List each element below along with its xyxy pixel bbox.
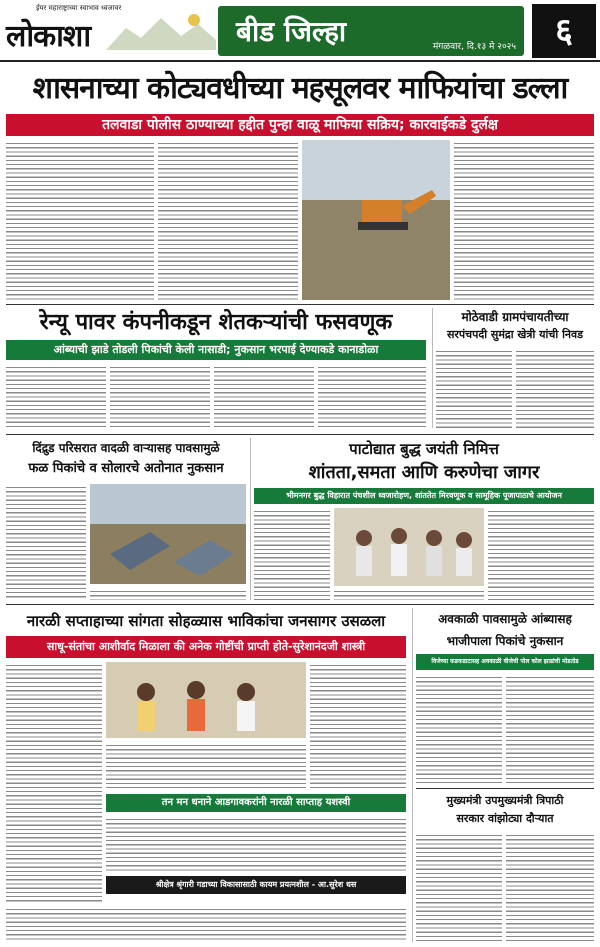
story7-text-col1 bbox=[416, 674, 502, 784]
story4-text-col1 bbox=[6, 484, 86, 600]
story3-text-col1 bbox=[436, 348, 512, 430]
story4-photo bbox=[90, 484, 246, 584]
story3-headline-line2: सरपंचपदी सुमंद्रा खेत्री यांची निवड bbox=[446, 328, 584, 341]
story6-photo bbox=[106, 662, 306, 738]
story1-text-col2 bbox=[158, 140, 298, 300]
column-divider bbox=[432, 308, 433, 428]
page-number: ६ bbox=[532, 4, 596, 58]
story2-headline: रेन्यू पावर कंपनीकडून शेतकऱ्यांची फसवणूक bbox=[39, 310, 393, 335]
story8-text-col2 bbox=[506, 832, 594, 942]
story6-text-col4 bbox=[106, 816, 406, 872]
story6-footer: श्रीक्षेत्र श्रृंगारी गडाच्या विकासासाठी कायम प्रयत्नशील - आ.सुरेश धस bbox=[155, 880, 357, 889]
divider bbox=[6, 304, 594, 305]
story7-subhead: विजेच्या कडकडाटासह अवकाळी वीजेची पोल कोल झाडांची मोडतोड bbox=[416, 654, 594, 670]
story5-text-col3 bbox=[488, 508, 594, 600]
story4-headline-line1: दिंद्रुड परिसरात वादळी वाऱ्यासह पावसामुळे bbox=[32, 441, 220, 455]
divider bbox=[6, 604, 594, 605]
newspaper-logo: लोकाशा bbox=[6, 19, 91, 54]
story2-subhead: आंब्याची झाडे तोडली पिकांची केली नासाडी; नुकसान भरपाई देण्याकडे कानाडोळा bbox=[6, 340, 426, 360]
story6-quote: तन मन धनाने आडगावकरांनी नारळी साप्ताह यशस्वी bbox=[161, 797, 351, 808]
logo-block bbox=[6, 4, 156, 56]
divider bbox=[6, 434, 594, 435]
story5-subhead: भीमनगर बुद्ध विहारात पंचशील ध्वजारोहण, शांततेत मिरवणूक व सामूहिक पूजापाठाचे आयोजन bbox=[254, 488, 594, 504]
story6-subhead: साधू-संतांचा आशीर्वाद मिळाला की अनेक गोष्टींची प्राप्ती होते-सुरेशानंदजी शास्त्री bbox=[6, 636, 406, 658]
story2-text-col1 bbox=[6, 364, 106, 430]
issue-date: मंगळवार, दि.१३ मे २०२५ bbox=[432, 42, 516, 52]
story4-caption bbox=[90, 588, 246, 600]
story8-headline-line2: सरकार वांझोट्या दौर्‍यात bbox=[456, 812, 554, 825]
column-divider bbox=[250, 438, 251, 600]
story7-headline-line2: भाजीपाला पिकांचे नुकसान bbox=[446, 634, 564, 648]
story6-text-col1 bbox=[6, 662, 102, 902]
story1-text-col4 bbox=[454, 140, 594, 300]
story6-text-bottom bbox=[6, 906, 406, 942]
group-photo-icon bbox=[334, 508, 484, 586]
story2-text-col4 bbox=[318, 364, 426, 430]
story7-text-col2 bbox=[506, 674, 594, 784]
story1-photo bbox=[302, 140, 450, 300]
landscape-art-icon bbox=[106, 10, 216, 50]
story5-text-col1 bbox=[254, 508, 330, 600]
story6-text-col2 bbox=[106, 742, 306, 790]
story6-quote-bar bbox=[106, 794, 406, 812]
story6-headline: नारळी सप्ताहाच्या सांगता सोहळ्यास भाविकांचा जनसागर उसळला bbox=[26, 612, 386, 630]
ceremony-photo-icon bbox=[106, 662, 306, 738]
logo-tagline: ईयर महाराष्ट्राच्या स्वाभाव ध्वजावर bbox=[36, 4, 122, 12]
story2-text-col2 bbox=[110, 364, 210, 430]
story1-subhead: तलवाडा पोलीस ठाण्याच्या हद्दीत पुन्हा वाळू माफिया सक्रिय; कारवाईकडे दुर्लक्ष bbox=[6, 114, 594, 136]
section-title: बीड जिल्हा bbox=[236, 15, 347, 48]
excavator-photo-icon bbox=[302, 140, 450, 300]
column-divider bbox=[412, 608, 413, 942]
story5-photo bbox=[334, 508, 484, 586]
story2-text-col3 bbox=[214, 364, 314, 430]
story1-text-col1 bbox=[6, 140, 154, 300]
divider bbox=[416, 788, 594, 789]
story8-text-col1 bbox=[416, 832, 502, 942]
story7-headline-line1: अवकाळी पावसामुळे आंब्यासह bbox=[438, 612, 572, 626]
story5-caption bbox=[334, 588, 484, 600]
story6-text-col3 bbox=[310, 662, 406, 790]
masthead bbox=[0, 0, 600, 62]
story8-headline-line1: मुख्यमंत्री उपमुख्यमंत्री त्रिपाठी bbox=[446, 794, 564, 807]
story6-footer-bar bbox=[106, 876, 406, 894]
story3-headline-line1: मोठेवाडी ग्रामपंचायतीच्या bbox=[461, 310, 569, 324]
damaged-solar-panels-icon bbox=[90, 484, 246, 584]
story4-headline-line2: फळ पिकांचे व सोलारचे अतोनात नुकसान bbox=[28, 461, 224, 476]
section-banner bbox=[218, 6, 524, 56]
story3-text-col2 bbox=[516, 348, 594, 430]
story5-headline-line1: पाटोद्यात बुद्ध जयंती निमित्त bbox=[349, 440, 499, 458]
story5-headline-line2: शांतता,समता आणि करुणेचा जागर bbox=[308, 462, 540, 483]
story1-headline: शासनाच्या कोट्यवधीच्या महसूलवर माफियांचा डल्ला bbox=[32, 71, 568, 106]
